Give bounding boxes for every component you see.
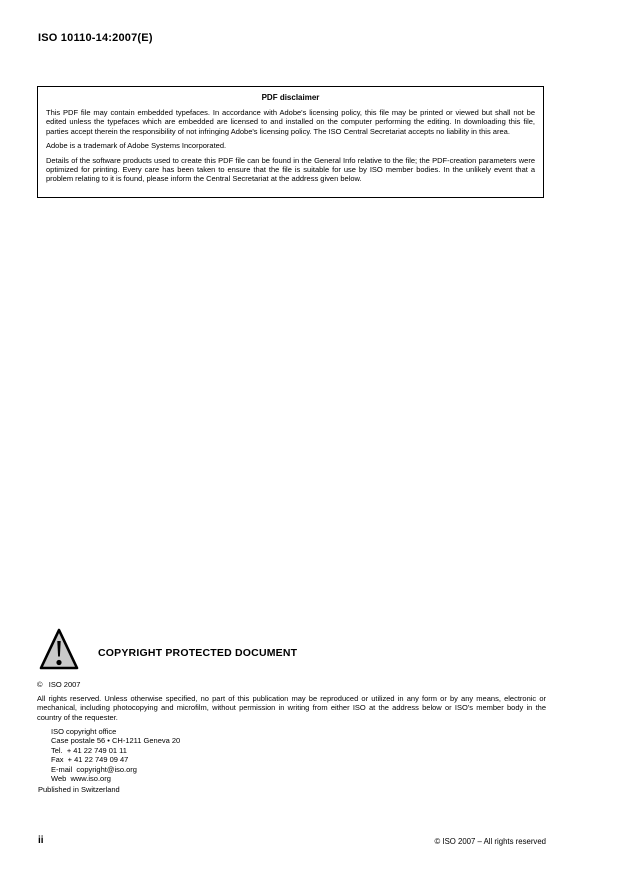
document-id-header: ISO 10110-14:2007(E) (38, 32, 153, 44)
copyright-protected-title: COPYRIGHT PROTECTED DOCUMENT (98, 647, 298, 659)
pdf-disclaimer-title: PDF disclaimer (261, 93, 320, 102)
disclaimer-paragraph: Details of the software products used to create this PDF file can be found in the General Info relative to the file; the PDF-creation parameters were optimized for printing. Every care has been taken to ensure that the file is suitable for use by ISO member bodies. In the unlikely event that a problem relating to it is found, please inform the Central Secretariat at the address given below. (46, 155, 535, 184)
address-line-web: Web www.iso.org (51, 774, 111, 784)
published-in-switzerland: Published in Switzerland (38, 785, 120, 794)
warning-triangle-icon (39, 627, 79, 671)
copyright-year-line: © ISO 2007 (37, 680, 81, 689)
disclaimer-paragraph: This PDF file may contain embedded typefaces. In accordance with Adobe's licensing policy, this file may be printed or viewed but shall not be edited unless the typefaces which are embedded are licensed to and installed on the computer performing the editing. In downloading this file, parties accept therein the responsibility of not infringing Adobe's licensing policy. The ISO Central Secretariat accepts no liability in this area. (46, 108, 535, 136)
address-line-tel: Tel. + 41 22 749 01 11 (51, 745, 127, 755)
copyright-banner (39, 627, 297, 671)
address-line-postal: Case postale 56 • CH-1211 Geneva 20 (51, 736, 181, 746)
all-rights-reserved-paragraph: All rights reserved. Unless otherwise specified, no part of this publication may be reproduced or utilized in any form or by any means, electronic or mechanical, including photocopying and microfilm, without permission in writing from either ISO at the address below or ISO's member body in the country of the requester. (37, 694, 546, 722)
footer-copyright-notice: © ISO 2007 – All rights reserved (434, 837, 546, 846)
address-line-email: E-mail copyright@iso.org (51, 764, 137, 774)
iso-address-block (51, 727, 180, 783)
footer-page-number: ii (38, 835, 44, 846)
address-line-fax: Fax + 41 22 749 09 47 (51, 755, 129, 765)
address-line-office: ISO copyright office (51, 727, 117, 736)
pdf-disclaimer-box (37, 86, 544, 198)
disclaimer-paragraph: Adobe is a trademark of Adobe Systems Incorporated. (46, 141, 227, 151)
